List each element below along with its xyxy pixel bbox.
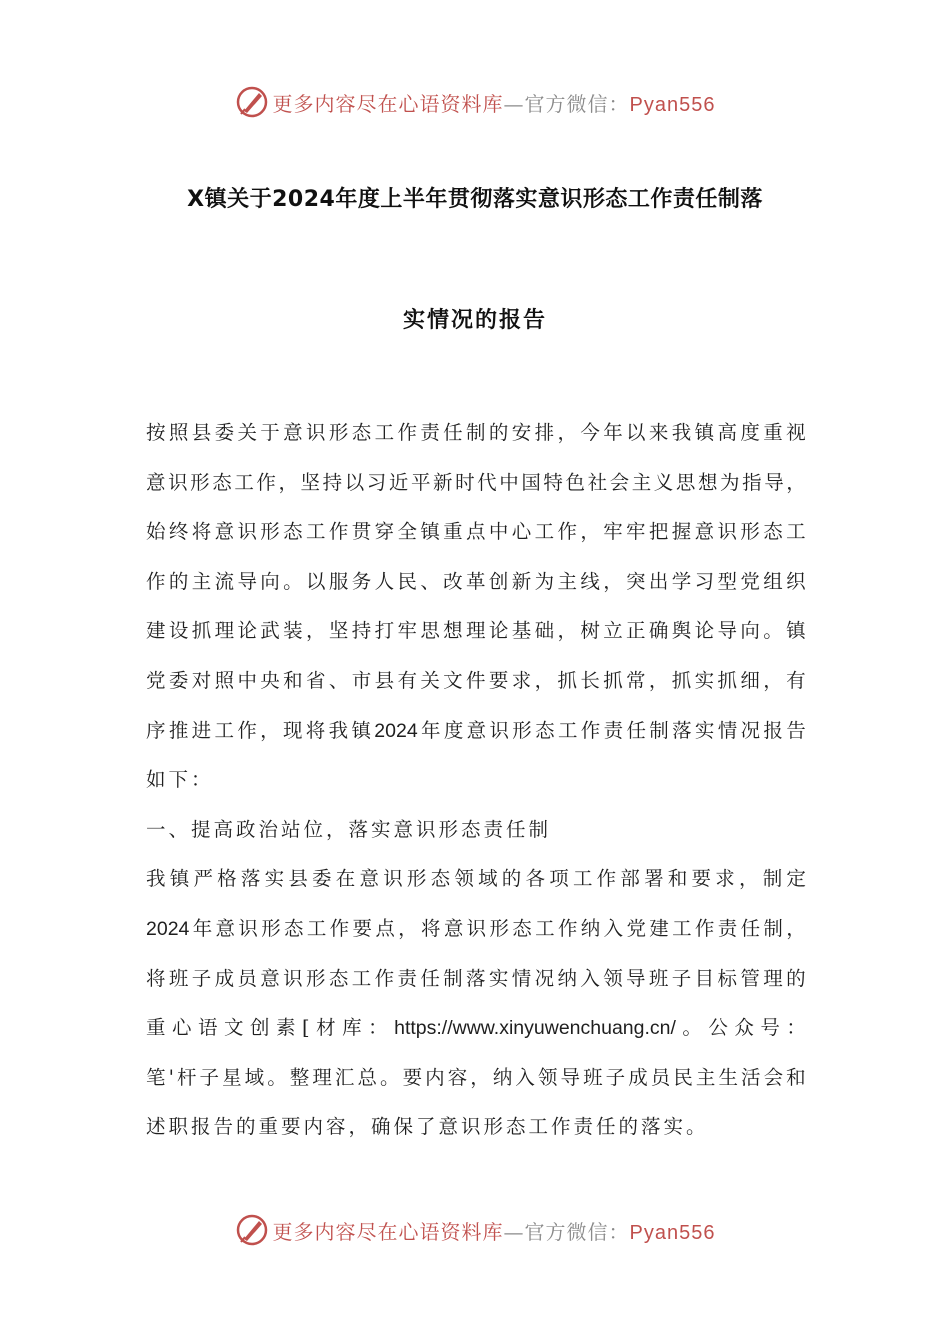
quill-pen-circle-icon bbox=[235, 85, 269, 119]
footer-banner bbox=[0, 1210, 950, 1250]
body-line: 将 班 子 成 员 意 识 形 态 工 作 责 任 制 落 实 情 况 纳 入 领 导 班 子 目 标 管 理 的 bbox=[146, 966, 806, 990]
banner-wechat-handle: Pyan556 bbox=[629, 1221, 716, 1244]
document-body bbox=[146, 418, 806, 1162]
banner-text bbox=[273, 88, 716, 117]
body-line: 我 镇 严 格 落 实 县 委 在 意 识 形 态 领 域 的 各 项 工 作 部 署 和 要 求 ， 制 定 bbox=[146, 867, 806, 891]
body-line: 作 的 主 流 导 向 。 以 服 务 人 民 、 改 革 创 新 为 主 线 ， 突 出 学 习 型 党 组 织 bbox=[146, 569, 806, 593]
body-line: 序 推 进 工 作 ， 现 将 我 镇 2024 年 度 意 识 形 态 工 作 责 任 制 落 实 情 况 报 告 bbox=[146, 718, 806, 742]
body-line: 如下： bbox=[146, 768, 214, 792]
body-line: 建 设 抓 理 论 武 装 ， 坚 持 打 牢 思 想 理 论 基 础 ， 树 立 正 确 舆 论 导 向 。 镇 bbox=[146, 619, 806, 643]
body-line: 党 委 对 照 中 央 和 省 、 市 县 有 关 文 件 要 求 ， 抓 长 抓 常 ， 抓 实 抓 细 ， 有 bbox=[146, 668, 806, 692]
body-line: 述职报告的重要内容，确保了意识形态工作责任的落实。 bbox=[146, 1115, 709, 1139]
banner-main-text: 更多内容尽在心语资料库 bbox=[272, 91, 504, 116]
banner-text bbox=[273, 1216, 716, 1245]
section-heading: 一、提高政治站位，落实意识形态责任制 bbox=[146, 817, 552, 841]
banner-official-label: 官方微信： bbox=[524, 1219, 630, 1244]
header-banner bbox=[0, 82, 950, 122]
body-line: 意 识 形 态 工 作 ， 坚 持 以 习 近 平 新 时 代 中 国 特 色 社 会 主 义 思 想 为 指 导 ， bbox=[146, 470, 806, 494]
body-line: 按 照 县 委 关 于 意 识 形 态 工 作 责 任 制 的 安 排 ， 今 年 以 来 我 镇 高 度 重 视 bbox=[146, 421, 806, 444]
banner-dash: — bbox=[503, 91, 525, 116]
document-title-line-2: 实情况的报告 bbox=[402, 308, 547, 333]
banner-main-text: 更多内容尽在心语资料库 bbox=[272, 1219, 504, 1244]
body-line: 2024 年 意 识 形 态 工 作 要 点 ， 将 意 识 形 态 工 作 纳 入 党 建 工 作 责 任 制 ， bbox=[146, 916, 806, 940]
body-line: 笔 ' 杆 子 星 域 。 整 理 汇 总 。 要 内 容 ， 纳 入 领 导 班 子 成 员 民 主 生 活 会 和 bbox=[146, 1065, 806, 1089]
quill-pen-circle-icon bbox=[235, 1213, 269, 1247]
banner-dash: — bbox=[503, 1219, 525, 1244]
body-line: 始 终 将 意 识 形 态 工 作 贯 穿 全 镇 重 点 中 心 工 作 ， 牢 牢 把 握 意 识 形 态 工 bbox=[146, 520, 806, 544]
body-line: 重 心 语 文 创 素 [ 材 库 ： https://www.xinyuwenchuang.cn/ 。 公 众 号 ： bbox=[146, 1016, 806, 1040]
document-title-line-1: X镇关于2024年度上半年贯彻落实意识形态工作责任制落 bbox=[187, 187, 763, 212]
banner-wechat-handle: Pyan556 bbox=[629, 93, 716, 116]
banner-official-label: 官方微信： bbox=[524, 91, 630, 116]
